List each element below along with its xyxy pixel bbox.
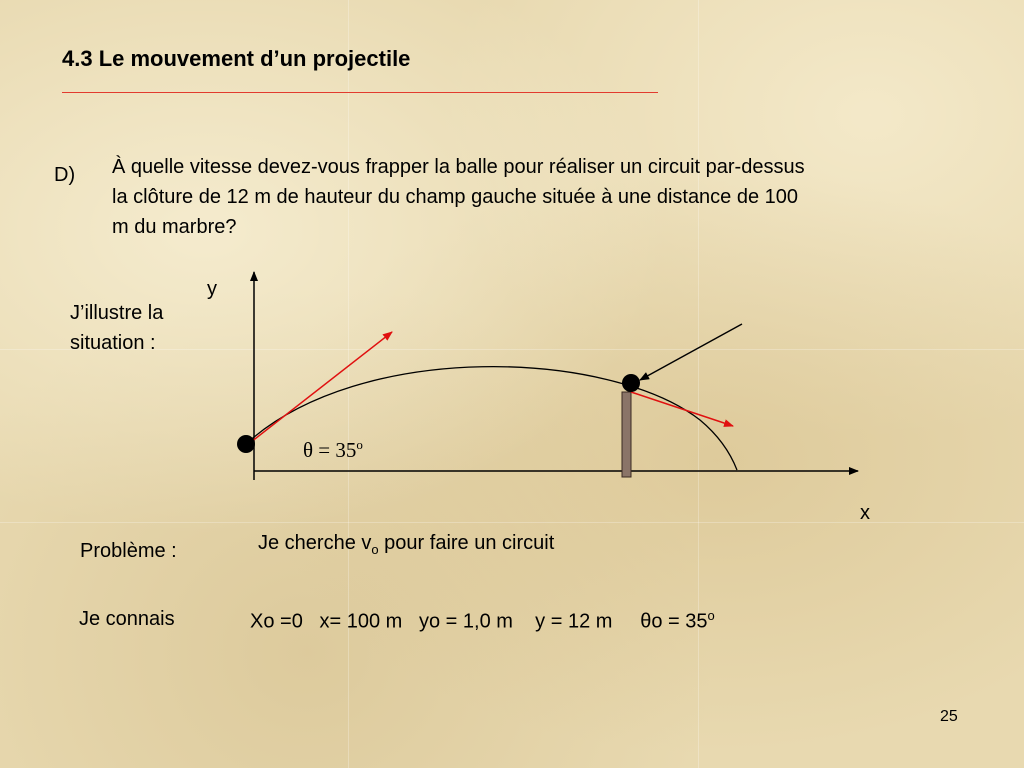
known-y: y = 12 m: [535, 610, 613, 633]
known-theta-unit: o: [707, 608, 715, 623]
problem-text-subscript: o: [371, 542, 379, 557]
known-label: Je connais: [79, 608, 175, 630]
angle-label: [303, 437, 363, 463]
known-xo: Xo =0: [250, 610, 303, 633]
known-x: x= 100 m: [319, 610, 403, 633]
fence-velocity-arrow: [631, 392, 733, 426]
known-values: [250, 608, 715, 634]
problem-label: Problème :: [80, 540, 177, 562]
page-title: 4.3 Le mouvement d’un projectile: [62, 46, 411, 71]
page-number: 25: [940, 708, 958, 725]
angle-label-unit: o: [356, 437, 363, 452]
problem-text-rest: pour faire un circuit: [378, 532, 555, 554]
question-label: D): [54, 164, 76, 186]
illustration-intro-line2: situation :: [70, 332, 156, 354]
angle-label-text: θ = 35: [303, 438, 357, 462]
illustration-intro-line1: J’illustre la: [70, 302, 164, 324]
fence: [622, 392, 631, 477]
question-text: À quelle vitesse devez-vous frapper la balle pour réaliser un circuit par-dessus la clôture de 12 m de hauteur du champ gauche située à une distance de 100 m du marbre?: [112, 156, 805, 238]
pointer-arrow: [640, 324, 742, 380]
ball-start: [237, 435, 255, 453]
known-theta: θo = 35: [640, 610, 708, 633]
ball-at-fence: [622, 374, 640, 392]
y-axis-label: y: [207, 278, 217, 300]
known-yo: yo = 1,0 m: [419, 610, 513, 633]
problem-text: [258, 532, 554, 557]
initial-velocity-arrow: [251, 332, 392, 442]
problem-text-main: Je cherche v: [258, 532, 372, 554]
x-axis-label: x: [860, 502, 870, 524]
